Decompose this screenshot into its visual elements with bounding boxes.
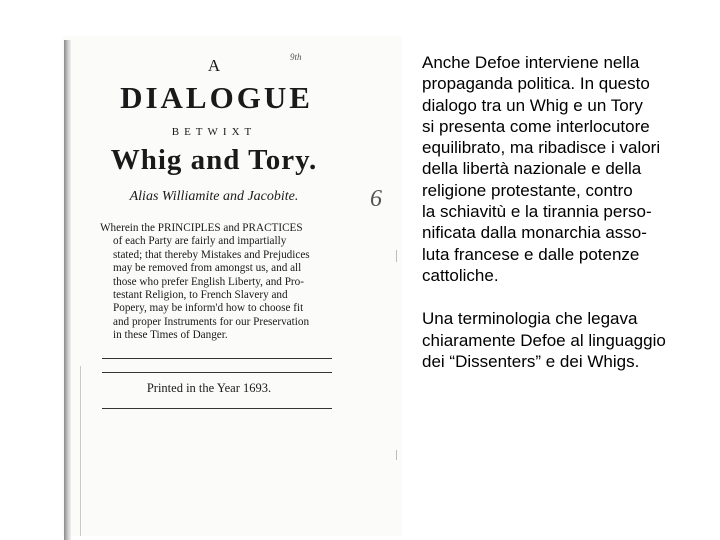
description-line: in these Times of Danger. (113, 329, 228, 342)
description-line: stated; that thereby Mistakes and Prejudices (113, 248, 310, 261)
text-line: chiaramente Defoe al linguaggio (422, 330, 666, 350)
text-line: Anche Defoe interviene nella (422, 53, 640, 72)
title-page-scan (62, 36, 402, 536)
imprint-line: Printed in the Year 1693. (146, 381, 272, 395)
text-line: dialogo tra un Whig e un Tory (422, 95, 643, 115)
title-article: A (207, 56, 221, 75)
handwritten-annotation-top: 9th (290, 52, 302, 62)
text-line: luta francese e dalle potenze (422, 244, 640, 264)
description-line: of each Party are fairly and impartially (113, 235, 287, 248)
text-line: Una terminologia che legava (422, 309, 638, 329)
description-line: Popery, may be inform'd how to choose fit (113, 302, 304, 315)
description-line: Wherein the PRINCIPLES and PRACTICES (100, 222, 303, 234)
page-crease (80, 366, 81, 536)
commentary-paragraph-1 (422, 52, 718, 286)
text-line: della libertà nazionale e della (422, 159, 642, 179)
text-line: si presenta come interlocutore (422, 116, 650, 136)
title-betwixt: BETWIXT (171, 126, 257, 138)
description-line: those who prefer English Liberty, and Pro- (113, 275, 304, 288)
title-description (100, 222, 338, 343)
scan-mark (396, 450, 397, 460)
divider-rule (102, 408, 332, 409)
page-binding-edge (64, 40, 71, 540)
divider-rule (102, 358, 332, 359)
alias-line: Alias Williamite and Jacobite. (129, 189, 299, 204)
text-line: nificata dalla monarchia asso- (422, 223, 647, 243)
text-line: dei “Dissenters” e dei Whigs. (422, 351, 640, 371)
divider-rule (102, 372, 332, 373)
text-line: equilibrato, ma ribadisce i valori (422, 138, 661, 158)
commentary-text (422, 52, 718, 372)
description-line: and proper Instruments for our Preservation (113, 315, 310, 328)
title-page (94, 36, 404, 536)
handwritten-annotation-margin: 6 (370, 186, 382, 212)
paragraph-gap (422, 286, 718, 308)
scan-mark (396, 250, 397, 262)
text-line: religione protestante, contro (422, 180, 633, 200)
text-line: propaganda politica. In questo (422, 74, 650, 94)
commentary-paragraph-2 (422, 308, 718, 372)
title-main: DIALOGUE (120, 80, 313, 115)
description-line: may be removed from amongst us, and all (113, 262, 302, 275)
description-line: testant Religion, to French Slavery and (113, 289, 288, 302)
title-whig-tory: Whig and Tory. (110, 144, 318, 176)
text-line: cattoliche. (422, 265, 499, 285)
text-line: la schiavitù e la tirannia perso- (422, 202, 652, 222)
